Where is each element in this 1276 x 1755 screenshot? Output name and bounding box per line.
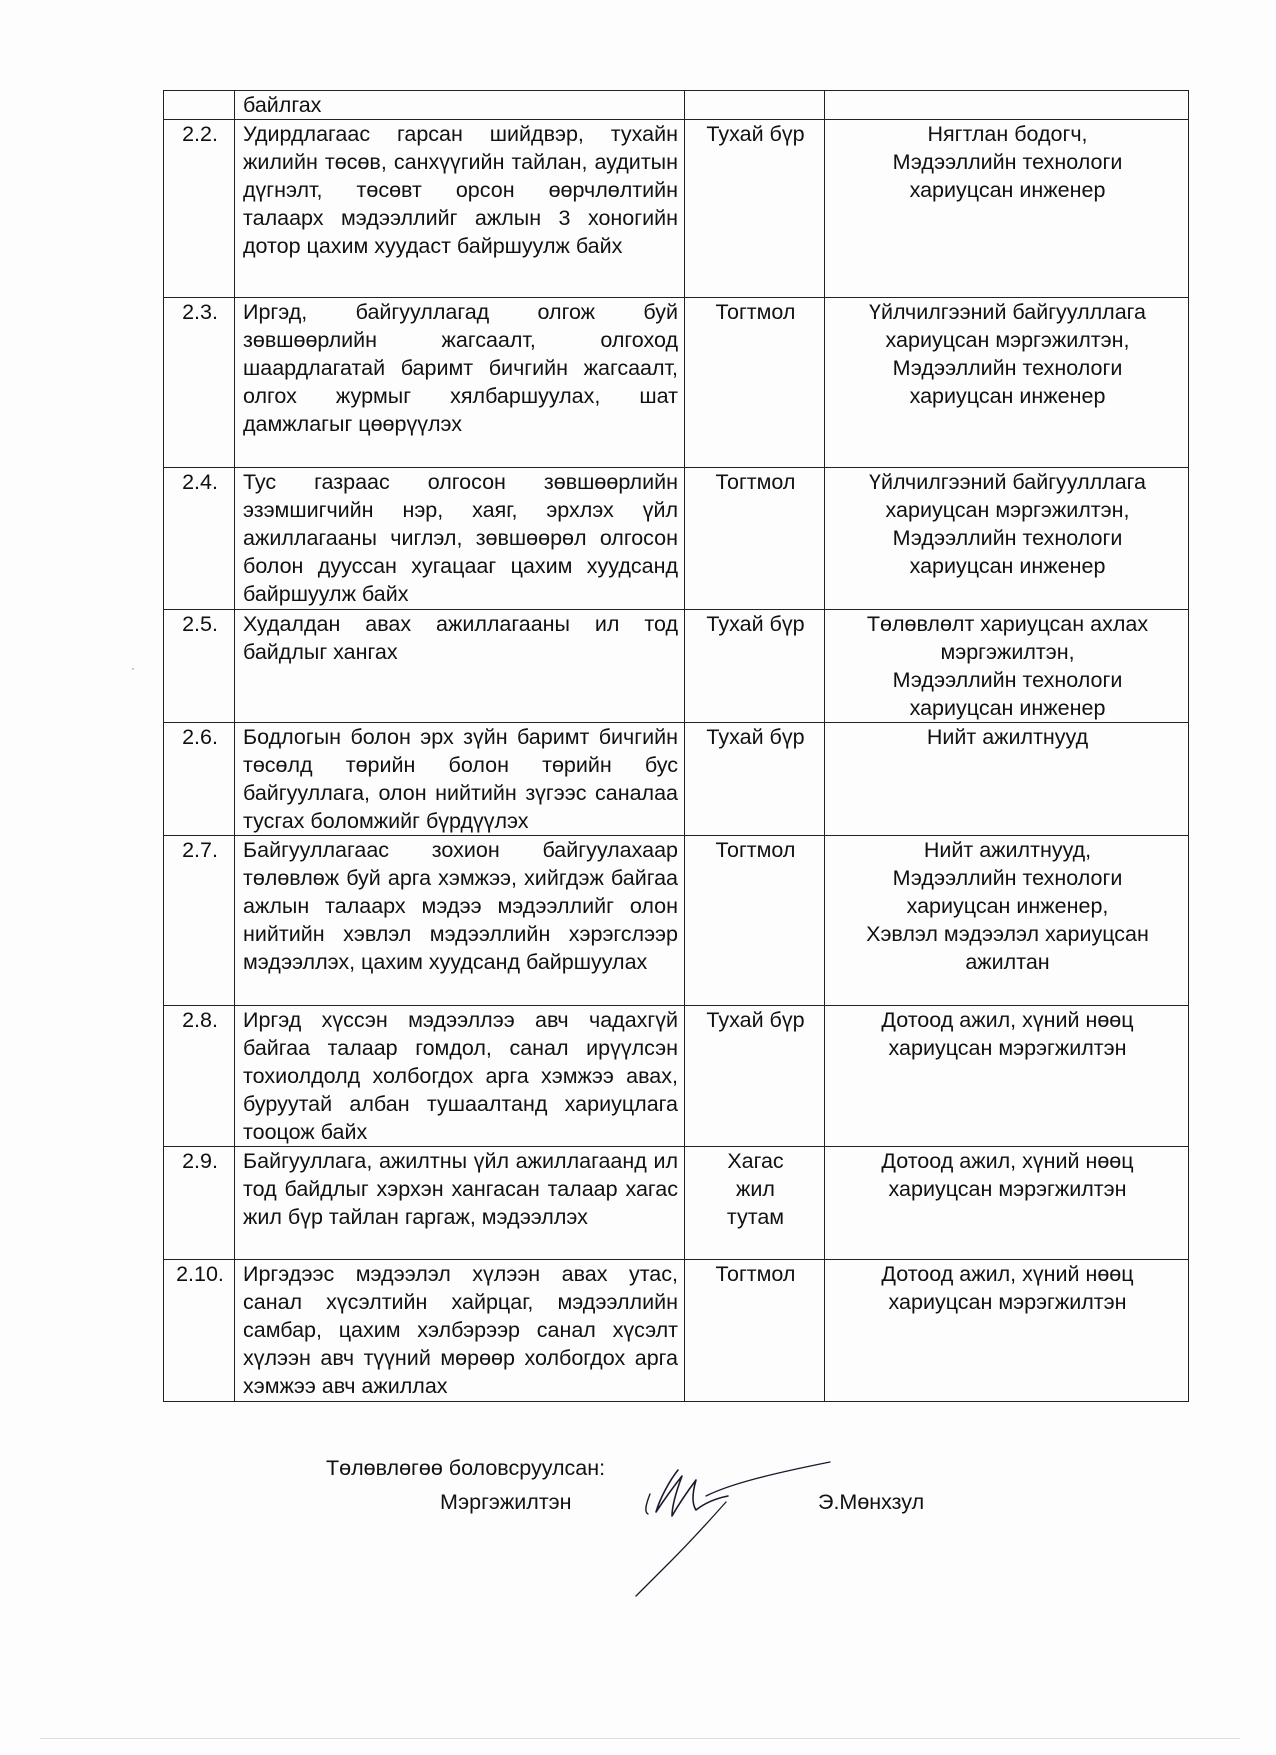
responsible-cell bbox=[825, 91, 1189, 120]
frequency-cell: Тогтмол bbox=[685, 298, 825, 468]
table-body bbox=[164, 91, 1189, 1402]
table-row bbox=[164, 468, 1189, 610]
scan-edge-line bbox=[40, 1738, 1240, 1739]
frequency-cell: Хагас жил тутам bbox=[685, 1147, 825, 1260]
table-row bbox=[164, 91, 1189, 120]
action-cell: Худалдан авах ажиллагааны ил тод байдлыг хангах bbox=[235, 610, 685, 723]
responsible-cell: Дотоод ажил, хүний нөөц хариуцсан мэрэгжилтэн bbox=[825, 1260, 1189, 1402]
responsible-cell: Нийт ажилтнууд, Мэдээллийн технологи хариуцсан инженер, Хэвлэл мэдээлэл хариуцсан ажилтан bbox=[825, 836, 1189, 1006]
action-plan-table bbox=[163, 90, 1189, 1402]
frequency-cell: Тогтмол bbox=[685, 1260, 825, 1402]
action-cell: Иргэд хүссэн мэдээллээ авч чадахгүй байгаа талаар гомдол, санал ирүүлсэн тохиолдолд холбогдох арга хэмжээ авах, буруутай албан тушаалтанд хариуцлага тооцож байх bbox=[235, 1006, 685, 1147]
action-cell: Иргэдээс мэдээлэл хүлээн авах утас, санал хүсэлтийн хайрцаг, мэдээллийн самбар, цахим хэлбэрээр санал хүсэлт хүлээн авч түүний мөрөөр холбогдох арга хэмжээ авч ажиллах bbox=[235, 1260, 685, 1402]
action-cell: байлгах bbox=[235, 91, 685, 120]
responsible-cell: Үйлчилгээний байгуулллага хариуцсан мэргэжилтэн, Мэдээллийн технологи хариуцсан инженер bbox=[825, 298, 1189, 468]
action-cell: Бодлогын болон эрх зүйн баримт бичгийн төсөлд төрийн болон төрийн бус байгууллага, олон нийтийн зүгээс саналаа тусгах боломжийг бүрдүүлэх bbox=[235, 723, 685, 836]
table-row bbox=[164, 298, 1189, 468]
responsible-cell: Нягтлан бодогч, Мэдээллийн технологи хариуцсан инженер bbox=[825, 120, 1189, 298]
action-cell: Удирдлагаас гарсан шийдвэр, тухайн жилийн төсөв, санхүүгийн тайлан, аудитын дүгнэлт, төсөвт орсон өөрчлөлтийн талаарх мэдээллийг ажлын 3 хоногийн дотор цахим хуудаст байршуулж байх bbox=[235, 120, 685, 298]
handwritten-signature bbox=[620, 1450, 860, 1600]
row-number: 2.4. bbox=[164, 468, 235, 610]
row-number: 2.7. bbox=[164, 836, 235, 1006]
row-number: 2.10. bbox=[164, 1260, 235, 1402]
action-cell: Тус газраас олгосон зөвшөөрлийн эзэмшигчийн нэр, хаяг, эрхлэх үйл ажиллагааны чиглэл, зөвшөөрөл олгосон болон дууссан хугацааг цахим хуудсанд байршуулж байх bbox=[235, 468, 685, 610]
row-number: 2.3. bbox=[164, 298, 235, 468]
frequency-cell: Тогтмол bbox=[685, 468, 825, 610]
responsible-cell: Дотоод ажил, хүний нөөц хариуцсан мэрэгжилтэн bbox=[825, 1006, 1189, 1147]
row-number: 2.2. bbox=[164, 120, 235, 298]
prepared-by-label: Төлөвлөгөө боловсруулсан: bbox=[326, 1456, 606, 1480]
responsible-cell: Дотоод ажил, хүний нөөц хариуцсан мэрэгжилтэн bbox=[825, 1147, 1189, 1260]
action-cell: Байгууллага, ажилтны үйл ажиллагаанд ил тод байдлыг хэрхэн хангасан талаар хагас жил бүр тайлан гаргаж, мэдээллэх bbox=[235, 1147, 685, 1260]
row-number: 2.5. bbox=[164, 610, 235, 723]
action-cell: Байгууллагаас зохион байгуулахаар төлөвлөж буй арга хэмжээ, хийгдэж байгаа ажлын талаарх мэдээ мэдээллийг олон нийтийн хэвлэл мэдээллийн хэрэгслээр мэдээллэх, цахим хуудсанд байршуулах bbox=[235, 836, 685, 1006]
frequency-cell bbox=[685, 91, 825, 120]
scan-speck bbox=[132, 668, 134, 670]
table-row bbox=[164, 1006, 1189, 1147]
frequency-cell: Тухай бүр bbox=[685, 723, 825, 836]
frequency-cell: Тухай бүр bbox=[685, 610, 825, 723]
table-row bbox=[164, 723, 1189, 836]
signer-position: Мэргэжилтэн bbox=[440, 1490, 572, 1514]
table-row bbox=[164, 120, 1189, 298]
row-number: 2.8. bbox=[164, 1006, 235, 1147]
frequency-cell: Тухай бүр bbox=[685, 120, 825, 298]
table-row bbox=[164, 836, 1189, 1006]
table-row bbox=[164, 1147, 1189, 1260]
frequency-cell: Тухай бүр bbox=[685, 1006, 825, 1147]
responsible-cell: Төлөвлөлт хариуцсан ахлах мэргэжилтэн, Мэдээллийн технологи хариуцсан инженер bbox=[825, 610, 1189, 723]
table-row bbox=[164, 1260, 1189, 1402]
responsible-cell: Үйлчилгээний байгуулллага хариуцсан мэргэжилтэн, Мэдээллийн технологи хариуцсан инженер bbox=[825, 468, 1189, 610]
action-cell: Иргэд, байгууллагад олгож буй зөвшөөрлийн жагсаалт, олгоход шаардлагатай баримт бичгийн жагсаалт, олгох журмыг хялбаршуулах, шат дамжлагыг цөөрүүлэх bbox=[235, 298, 685, 468]
table-row bbox=[164, 610, 1189, 723]
row-number bbox=[164, 91, 235, 120]
responsible-cell: Нийт ажилтнууд bbox=[825, 723, 1189, 836]
signer-name: Э.Мөнхзул bbox=[818, 1490, 925, 1514]
row-number: 2.6. bbox=[164, 723, 235, 836]
frequency-cell: Тогтмол bbox=[685, 836, 825, 1006]
row-number: 2.9. bbox=[164, 1147, 235, 1260]
